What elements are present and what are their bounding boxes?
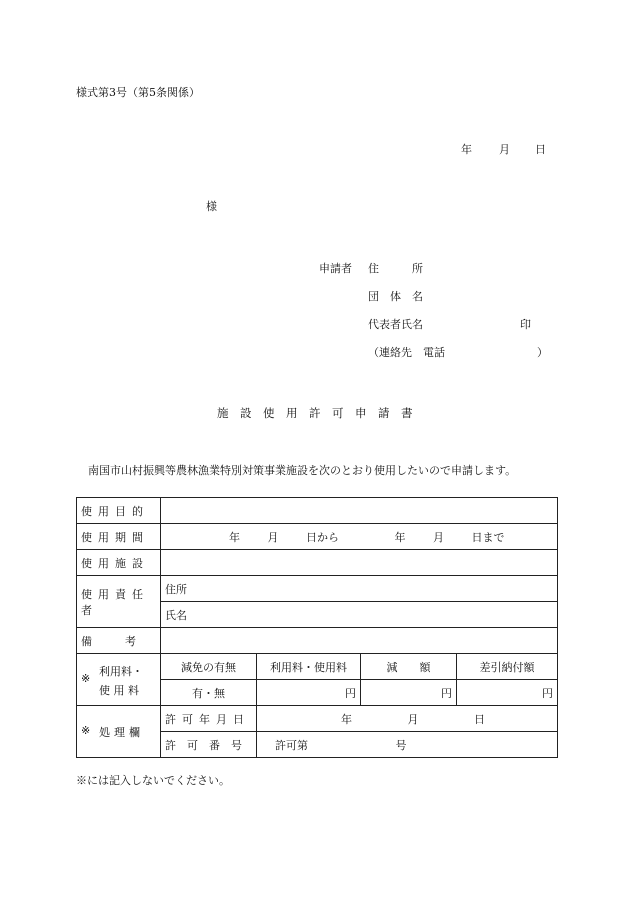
remarks-field[interactable] [161, 628, 558, 654]
fee-section-label [77, 654, 161, 706]
processing-section-label [77, 706, 161, 758]
representative-label: 代表者氏名 [368, 318, 423, 331]
fee-label-line2: 使 用 料 [99, 684, 139, 697]
permit-date-field[interactable] [257, 706, 558, 732]
exemption-value: 有・無 [161, 680, 257, 706]
fee-header: 利用料・使用料 [257, 654, 361, 680]
group-name-label: 団 体 名 [368, 290, 423, 303]
permit-number-suffix: 号 [395, 738, 407, 752]
balance-header: 差引納付額 [457, 654, 558, 680]
date-day-label: 日 [535, 143, 546, 156]
contact-label: （連絡先 電話 [368, 346, 445, 359]
period-to-day: 日まで [471, 530, 505, 544]
permit-number-prefix: 許可第 [275, 738, 308, 752]
period-field[interactable] [161, 524, 558, 550]
processing-mark: ※ [81, 724, 91, 737]
purpose-field[interactable] [161, 498, 558, 524]
application-table [76, 497, 558, 758]
date-year-label: 年 [461, 143, 472, 156]
remarks-label: 備 考 [77, 628, 161, 654]
responsible-label: 使用責任者 [77, 576, 161, 628]
balance-amount-cell[interactable]: 円 [457, 680, 558, 706]
period-to-month: 月 [433, 530, 444, 544]
period-from-day: 日から [306, 530, 339, 544]
document-title: 施 設 使 用 許 可 申 請 書 [217, 406, 413, 420]
facility-label: 使用施設 [77, 550, 161, 576]
fee-mark: ※ [81, 672, 91, 685]
permit-number-label: 許 可 番 号 [161, 732, 257, 758]
period-to-year: 年 [394, 530, 406, 544]
responsible-address-label: 住所 [165, 582, 187, 596]
seal-mark: 印 [520, 318, 531, 331]
permit-date-day: 日 [474, 712, 485, 726]
responsible-name-label: 氏名 [165, 608, 187, 622]
footer-note: ※には記入しないでください。 [76, 774, 230, 787]
permit-date-label: 許可年月日 [161, 706, 257, 732]
applicant-label: 申請者 [319, 262, 352, 275]
permit-date-month: 月 [407, 712, 419, 726]
responsible-address-field[interactable] [161, 576, 558, 602]
form-number: 様式第3号（第5条関係） [76, 86, 200, 99]
fee-amount-cell[interactable]: 円 [257, 680, 361, 706]
processing-label: 処理欄 [99, 726, 144, 739]
reduction-amount-cell[interactable]: 円 [361, 680, 457, 706]
addressee-honorific: 様 [206, 200, 217, 213]
period-from-month: 月 [267, 530, 279, 544]
responsible-name-field[interactable] [161, 602, 558, 628]
intro-sentence: 南国市山村振興等農林漁業特別対策事業施設を次のとおり使用したいので申請します。 [88, 464, 517, 477]
permit-date-year: 年 [341, 712, 352, 726]
contact-close-paren: ） [537, 346, 548, 359]
exemption-header: 減免の有無 [161, 654, 257, 680]
permit-number-field[interactable] [257, 732, 558, 758]
facility-field[interactable] [161, 550, 558, 576]
period-from-year: 年 [229, 530, 240, 544]
period-label: 使用期間 [77, 524, 161, 550]
fee-label-line1: 利用料・ [99, 665, 143, 678]
purpose-label: 使用目的 [77, 498, 161, 524]
reduction-header: 減 額 [361, 654, 457, 680]
date-month-label: 月 [499, 143, 510, 156]
address-label: 住 所 [368, 262, 423, 275]
